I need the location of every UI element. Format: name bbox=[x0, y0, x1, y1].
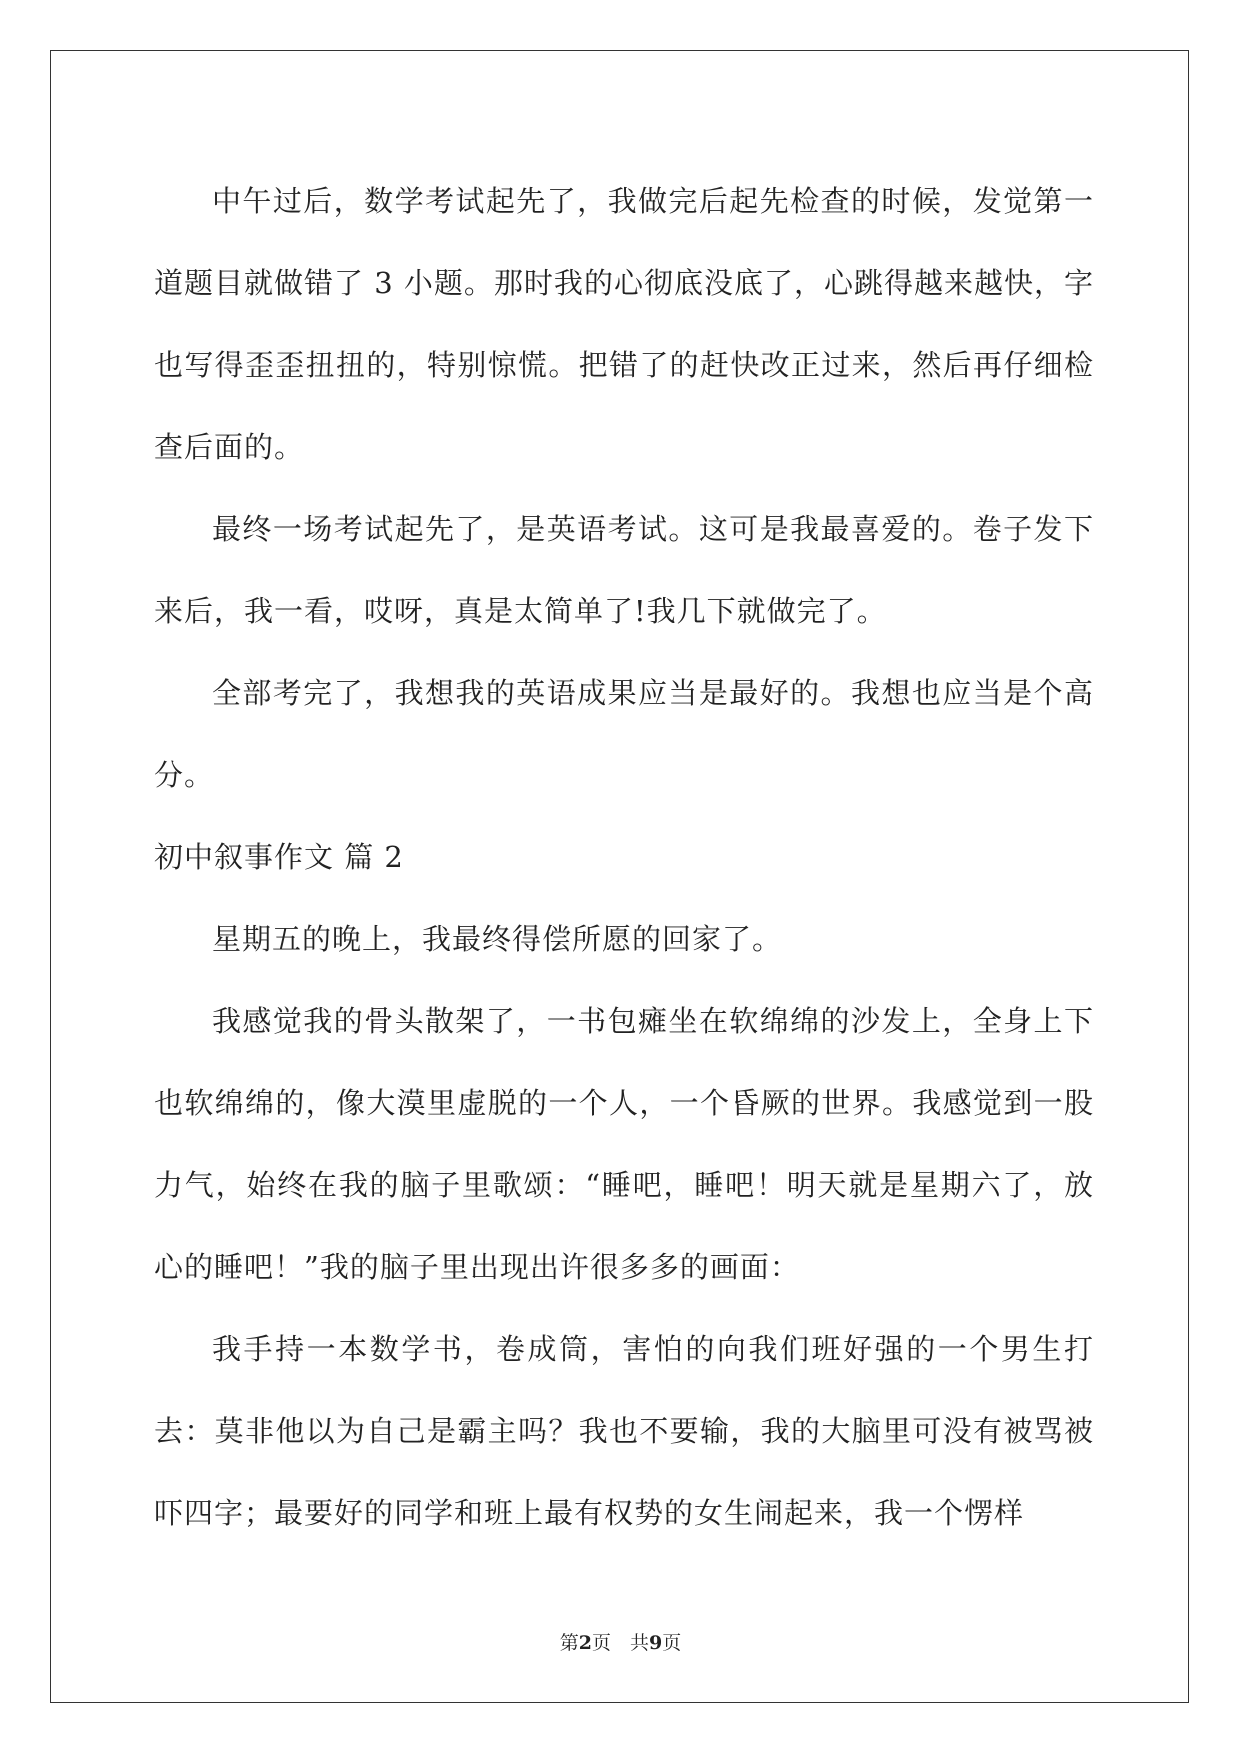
page-current: 2 bbox=[578, 1632, 592, 1654]
page-suffix: 页 bbox=[662, 1632, 682, 1654]
section-heading: 初中叙事作文 篇 2 bbox=[154, 840, 404, 874]
paragraph: 最终一场考试起先了，是英语考试。这可是我最喜爱的。卷子发下来后，我一看，哎呀，真是太简单了!我几下就做完了。 bbox=[154, 512, 1094, 628]
page-total: 9 bbox=[649, 1632, 663, 1654]
paragraph: 中午过后，数学考试起先了，我做完后起先检查的时候，发觉第一道题目就做错了 3 小题。那时我的心彻底没底了，心跳得越来越快，字也写得歪歪扭扭的，特别惊慌。把错了的赶快改正过来，然后再仔细检查后面的。 bbox=[154, 184, 1094, 464]
paragraph: 我感觉我的骨头散架了，一书包瘫坐在软绵绵的沙发上，全身上下也软绵绵的，像大漠里虚脱的一个人，一个昏厥的世界。我感觉到一股力气，始终在我的脑子里歌颂：“睡吧，睡吧！明天就是星期六了，放心的睡吧！”我的脑子里出现出许很多多的画面： bbox=[154, 1004, 1094, 1284]
paragraph: 我手持一本数学书，卷成筒，害怕的向我们班好强的一个男生打去：莫非他以为自己是霸主吗？我也不要输，我的大脑里可没有被骂被吓四字；最要好的同学和班上最有权势的女生闹起来，我一个愣样 bbox=[154, 1332, 1094, 1530]
page-mid: 页 共 bbox=[591, 1632, 649, 1654]
page-footer bbox=[0, 1628, 1241, 1655]
document-body bbox=[154, 160, 1094, 1554]
paragraph: 全部考完了，我想我的英语成果应当是最好的。我想也应当是个高分。 bbox=[154, 676, 1094, 792]
paragraph: 星期五的晚上，我最终得偿所愿的回家了。 bbox=[212, 922, 783, 956]
page-prefix: 第 bbox=[559, 1632, 579, 1654]
